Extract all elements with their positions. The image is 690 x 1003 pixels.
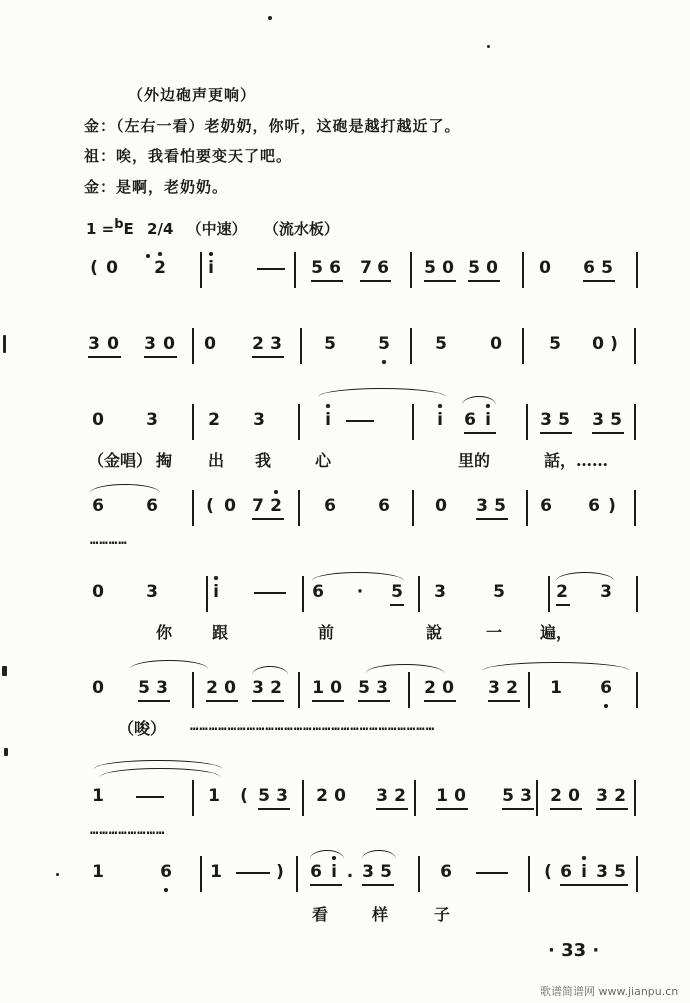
jianpu-note: 5 [614,862,626,882]
jianpu-note: 5 [380,862,392,882]
jianpu-note: 0 [442,258,454,278]
jianpu-note: 2 [270,678,282,698]
jianpu-note: i [325,410,331,430]
jianpu-note: 1 [92,862,104,882]
sustain-dash [257,268,285,270]
beam-underline [362,884,394,886]
jianpu-note: 5 [549,334,561,354]
lyric-syllable: 話，…… [544,451,609,470]
jianpu-note: 1 [550,678,562,698]
barline [636,672,638,708]
jianpu-note: 6 [329,258,341,278]
octave-dot [382,360,386,364]
octave-dot [214,576,218,580]
flat-sign: b [114,217,124,232]
sustain-dash [476,872,508,874]
jianpu-note: 3 [144,334,156,354]
lyric-syllable: 跟 [212,623,229,642]
jianpu-note: 0 [224,678,236,698]
lyric-syllable: 看 [312,905,329,924]
dialogue-line-1 [84,115,461,136]
octave-dot [146,254,150,258]
beam-underline [583,280,615,282]
jianpu-note: 6 [312,582,324,602]
jianpu-note: 3 [156,678,168,698]
barline [302,576,304,612]
jianpu-note: 3 [540,410,552,430]
jianpu-note: 0 [92,678,104,698]
beam-underline [468,280,500,282]
barline [418,856,420,892]
speaker-label: 金： [84,117,117,135]
lyric-syllable: 我 [255,451,272,470]
slur-arc [130,660,208,669]
jianpu-note: 3 [376,786,388,806]
time-signature: 2/4 [147,220,174,238]
jianpu-note: 6 [324,496,336,516]
beam-underline [464,432,496,434]
jianpu-note: 3 [146,582,158,602]
barline [634,404,636,440]
barline [526,404,528,440]
barline [300,328,302,364]
barline [634,328,636,364]
beam-underline [540,432,572,434]
slur-arc [100,768,220,777]
jianpu-note: 0 [334,786,346,806]
beam-underline [258,808,290,810]
jianpu-symbol: ) [608,496,616,516]
beam-underline [556,604,570,606]
page-number: · 33 · [548,940,600,961]
barline [418,576,420,612]
lyric-syllable: 样 [372,905,389,924]
jianpu-note: 5 [324,334,336,354]
sustain-dash [236,872,270,874]
jianpu-note: 3 [592,410,604,430]
jianpu-note: 3 [434,582,446,602]
jianpu-note: 5 [493,582,505,602]
jianpu-note: 3 [362,862,374,882]
jianpu-note: 2 [316,786,328,806]
continuation-dots: ………… [90,532,128,548]
slur-arc [366,664,444,673]
scan-speck [2,666,7,676]
lyric-syllable: 遍， [540,623,573,642]
jianpu-note: 0 [435,496,447,516]
jianpu-note: 1 [208,786,220,806]
barline [536,780,538,816]
jianpu-note: 6 [560,862,572,882]
dialogue-line-2 [84,145,292,166]
barline [298,490,300,526]
dialogue-text: （左右一看）老奶奶，你听，这砲是越打越近了。 [116,117,461,135]
beam-underline [310,884,342,886]
jianpu-note: 5 [435,334,447,354]
jianpu-note: 5 [610,410,622,430]
key-prefix: 1 = [86,220,115,238]
jianpu-note: 2 [394,786,406,806]
jianpu-note: 3 [270,334,282,354]
barline [636,856,638,892]
jianpu-note: i [485,410,491,430]
barline [192,672,194,708]
jianpu-note: 2 [154,258,166,278]
lyric-syllable: 心 [315,451,332,470]
barline [296,856,298,892]
slur-arc [318,388,446,397]
barline [298,672,300,708]
jianpu-symbol: ( [240,786,248,806]
octave-dot [158,252,162,256]
stage-direction: （外边砲声更响） [128,86,257,104]
jianpu-note: 6 [588,496,600,516]
slur-arc [482,662,630,671]
jianpu-note: 0 [204,334,216,354]
beam-underline [592,432,624,434]
jianpu-note: 5 [391,582,403,602]
speaker-label: 祖： [84,147,117,165]
jianpu-note: 7 [252,496,264,516]
jianpu-note: 3 [276,786,288,806]
lyric-syllable: 一 [486,623,503,642]
barline [410,252,412,288]
scan-speck [3,335,6,353]
jianpu-note: 5 [378,334,390,354]
jianpu-note: 3 [253,410,265,430]
barline [192,328,194,364]
barline [412,490,414,526]
jianpu-note: 6 [540,496,552,516]
jianpu-note: 6 [378,496,390,516]
barline [636,252,638,288]
jianpu-note: 1 [210,862,222,882]
barline [636,576,638,612]
jianpu-note: 0 [486,258,498,278]
barline [634,780,636,816]
lyric-syllable: 里的 [458,451,491,470]
jianpu-note: i [331,862,337,882]
key-signature [86,217,339,239]
slur-arc [252,666,288,675]
jianpu-note: 0 [106,258,118,278]
beam-underline [311,280,343,282]
beam-underline [312,700,344,702]
jianpu-note: 2 [208,410,220,430]
jianpu-note: 7 [360,258,372,278]
beam-underline [88,356,121,358]
jianpu-symbol: ( [90,258,98,278]
jianpu-note: 6 [583,258,595,278]
beam-underline [436,808,468,810]
lyric-syllable: 你 [156,623,173,642]
jianpu-note: 0 [454,786,466,806]
key-letter: E [123,220,134,238]
jianpu-note: 5 [311,258,323,278]
octave-dot [438,404,442,408]
beam-underline [596,808,628,810]
jianpu-note: 0 [442,678,454,698]
scan-speck [56,873,59,876]
jianpu-note: 0 [92,410,104,430]
slur-arc [90,484,160,493]
sustain-dash [136,796,164,798]
barline [302,780,304,816]
jianpu-note: 1 [436,786,448,806]
octave-dot [604,704,608,708]
beam-underline [138,700,170,702]
barline [528,672,530,708]
beam-underline [252,356,284,358]
jianpu-note: 5 [424,258,436,278]
jianpu-note: 2 [424,678,436,698]
dialogue-text: 唉，我看怕要变天了吧。 [116,147,293,165]
barline [200,856,202,892]
jianpu-note: 5 [601,258,613,278]
barline [522,252,524,288]
tempo-marking: （中速） [186,220,247,238]
jianpu-note: 3 [146,410,158,430]
beam-underline [488,700,520,702]
barline [206,576,208,612]
scan-speck [4,748,8,756]
jianpu-note: 0 [163,334,175,354]
jianpu-note: i [213,582,219,602]
barline [192,404,194,440]
beam-underline [206,700,238,702]
jianpu-note: 2 [206,678,218,698]
beam-underline [502,808,534,810]
barline [408,672,410,708]
jianpu-symbol: · [356,582,364,602]
jianpu-note: 3 [596,786,608,806]
dialogue-text: 是啊，老奶奶。 [116,178,229,196]
barline [200,252,202,288]
jianpu-note: 1 [312,678,324,698]
lyric-syllable: 掏 [156,451,173,470]
continuation-dots: …………………………………………………………………… [190,718,436,734]
jianpu-note: 3 [488,678,500,698]
slur-arc [362,850,396,859]
jianpu-symbol: . [346,862,354,882]
jianpu-note: 2 [614,786,626,806]
jianpu-note: i [437,410,443,430]
slur-arc [556,572,614,581]
barline [294,252,296,288]
beam-underline [550,808,582,810]
slur-arc [312,572,404,581]
jianpu-note: 0 [224,496,236,516]
jianpu-note: 5 [358,678,370,698]
jianpu-note: 5 [502,786,514,806]
beam-underline [424,280,456,282]
lyric-syllable: 子 [434,905,451,924]
interjection: （唆） [118,719,167,738]
jianpu-note: 0 [568,786,580,806]
barline [410,328,412,364]
jianpu-note: 0 [92,582,104,602]
beam-underline [360,280,391,282]
jianpu-note: 6 [600,678,612,698]
barline [526,490,528,526]
jianpu-note: 0 [107,334,119,354]
barline [634,490,636,526]
beam-underline [358,700,390,702]
octave-dot [274,490,278,494]
barline [192,490,194,526]
scan-speck [487,45,490,48]
lyric-syllable: 出 [208,451,225,470]
barline [192,780,194,816]
jianpu-note: 0 [539,258,551,278]
jianpu-note: 0 [592,334,604,354]
jianpu-note: 5 [558,410,570,430]
beam-underline [144,356,177,358]
jianpu-symbol: ( [544,862,552,882]
jianpu-note: 5 [494,496,506,516]
jianpu-note: 6 [146,496,158,516]
jianpu-note: 2 [556,582,568,602]
jianpu-note: 3 [600,582,612,602]
beam-underline [252,518,284,520]
watermark: 歌谱简谱网 www.jianpu.cn [540,985,679,998]
scan-speck [268,16,272,20]
jianpu-note: 2 [506,678,518,698]
jianpu-note: 2 [550,786,562,806]
jianpu-note: 2 [270,496,282,516]
continuation-dots: …………………… [90,822,166,838]
jianpu-symbol: ( [206,496,214,516]
jianpu-note: 3 [476,496,488,516]
beam-underline [252,700,284,702]
barline [298,404,300,440]
jianpu-note: 0 [330,678,342,698]
jianpu-note: 0 [490,334,502,354]
jianpu-note: 6 [310,862,322,882]
jianpu-note: 5 [258,786,270,806]
barline [414,780,416,816]
barline [528,856,530,892]
dialogue-line-3 [84,176,228,197]
jianpu-note: 3 [252,678,264,698]
sustain-dash [254,592,286,594]
jianpu-note: 6 [92,496,104,516]
jianpu-note: 3 [88,334,100,354]
jianpu-note: 5 [468,258,480,278]
sustain-dash [346,420,374,422]
jianpu-note: 5 [138,678,150,698]
jianpu-note: i [208,258,214,278]
jianpu-note: 6 [464,410,476,430]
speaker-label: 金： [84,178,117,196]
slur-arc [310,850,344,859]
beam-underline [390,604,404,606]
jianpu-note: 3 [596,862,608,882]
barline [548,576,550,612]
jianpu-note: 1 [92,786,104,806]
beam-underline [424,700,456,702]
beam-underline [560,884,628,886]
octave-dot [326,404,330,408]
jianpu-note: 6 [160,862,172,882]
jianpu-note: 6 [440,862,452,882]
barline [522,328,524,364]
barline [412,404,414,440]
jianpu-note: 3 [520,786,532,806]
singer-label: （金唱） [88,451,153,470]
lyric-syllable: 前 [318,623,335,642]
jianpu-symbol: ) [610,334,618,354]
jianpu-note: 6 [377,258,389,278]
octave-dot [164,888,168,892]
beam-underline [376,808,408,810]
jianpu-note: 2 [252,334,264,354]
slur-arc [462,396,496,405]
jianpu-symbol: ) [276,862,284,882]
beam-underline [476,518,508,520]
octave-dot [209,252,213,256]
octave-dot [582,856,586,860]
style-marking: （流水板） [263,220,339,238]
lyric-syllable: 說 [426,623,443,642]
jianpu-note: 3 [376,678,388,698]
jianpu-note: i [581,862,587,882]
